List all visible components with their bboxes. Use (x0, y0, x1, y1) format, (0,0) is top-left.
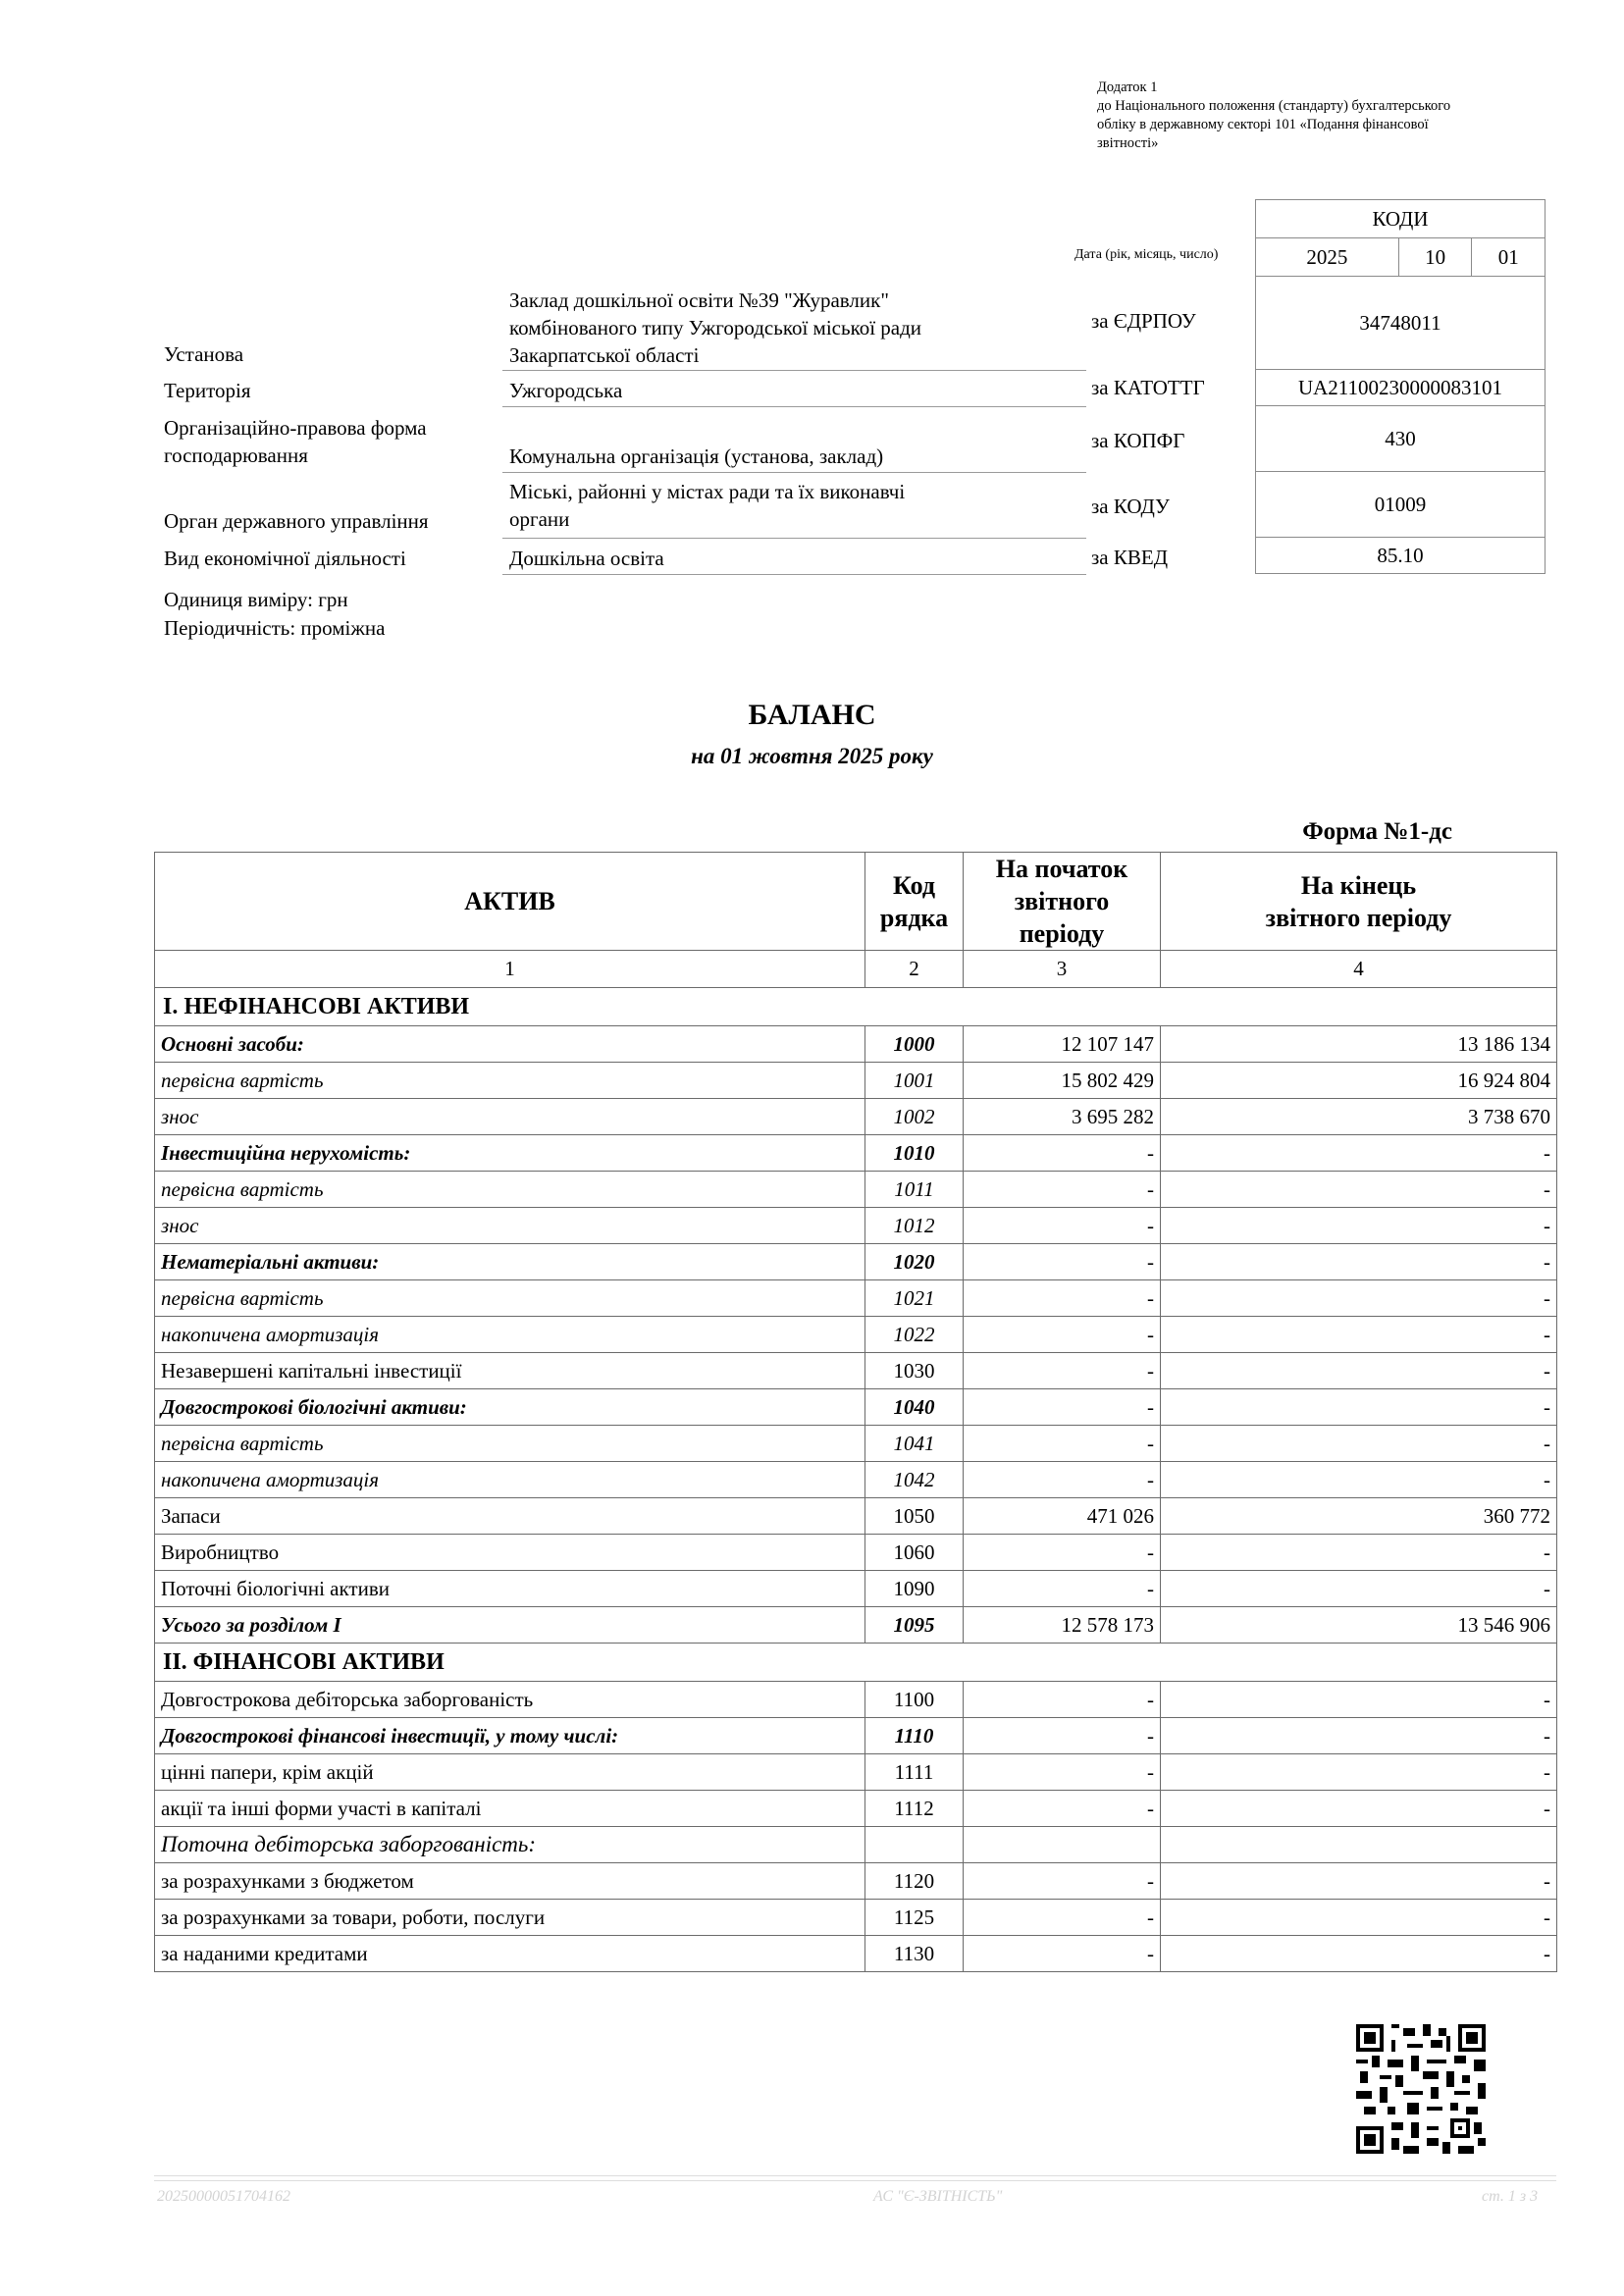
date-year: 2025 (1256, 238, 1399, 277)
row-code: 1042 (865, 1462, 964, 1498)
legal-form-value: Комунальна організація (установа, заклад) (509, 444, 884, 468)
divider (502, 538, 1086, 539)
row-end-value: 3 738 670 (1161, 1099, 1557, 1135)
table-row (155, 1244, 1557, 1280)
territory-value: Ужгородська (509, 379, 623, 402)
row-name: за наданими кредитами (155, 1936, 865, 1972)
kodu-value: 01009 (1256, 472, 1545, 538)
row-end-value: - (1161, 1353, 1557, 1389)
territory-label: Територія (164, 379, 251, 402)
row-code: 1111 (865, 1754, 964, 1791)
footer-doc-id: 20250000051704162 (157, 2188, 290, 2205)
divider (502, 370, 1086, 371)
col-header-start (964, 853, 1161, 951)
row-name: цінні папери, крім акцій (155, 1754, 865, 1791)
row-name: первісна вартість (155, 1172, 865, 1208)
table-row (155, 1208, 1557, 1244)
table-row (155, 1280, 1557, 1317)
row-code: 1000 (865, 1026, 964, 1063)
row-code: 1010 (865, 1135, 964, 1172)
footer-divider (154, 2180, 1556, 2181)
date-month: 10 (1398, 238, 1472, 277)
row-start-value: - (964, 1244, 1161, 1280)
balance-table (154, 852, 1557, 1972)
col-header-end (1161, 853, 1557, 951)
section-title: II. ФІНАНСОВІ АКТИВИ (155, 1644, 1557, 1682)
row-end-value: - (1161, 1280, 1557, 1317)
column-number: 2 (865, 951, 964, 988)
row-end-value: - (1161, 1426, 1557, 1462)
row-code: 1110 (865, 1718, 964, 1754)
table-row (155, 1791, 1557, 1827)
row-start-value: - (964, 1353, 1161, 1389)
row-start-value: - (964, 1900, 1161, 1936)
row-start-value: 15 802 429 (964, 1063, 1161, 1099)
row-start-value: - (964, 1462, 1161, 1498)
row-start-value: - (964, 1208, 1161, 1244)
row-name: Довгострокові біологічні активи: (155, 1389, 865, 1426)
legal-form-label-line: Організаційно-правова форма (164, 416, 427, 440)
row-name: накопичена амортизація (155, 1317, 865, 1353)
institution-line: Закарпатської області (509, 343, 700, 367)
row-code: 1050 (865, 1498, 964, 1535)
row-code: 1020 (865, 1244, 964, 1280)
table-row (155, 1353, 1557, 1389)
row-code: 1130 (865, 1936, 964, 1972)
row-end-value: - (1161, 1317, 1557, 1353)
table-row (155, 1026, 1557, 1063)
header-line: На кінець (1300, 870, 1417, 900)
table-row (155, 1827, 1557, 1863)
row-start-value: - (964, 1135, 1161, 1172)
kopfg-label: за КОПФГ (1091, 429, 1185, 452)
section-row-financial (155, 1644, 1557, 1682)
row-end-value: - (1161, 1863, 1557, 1900)
row-end-value (1161, 1827, 1557, 1863)
row-code: 1040 (865, 1389, 964, 1426)
column-number-row (155, 951, 1557, 988)
row-code: 1125 (865, 1900, 964, 1936)
row-code: 1060 (865, 1535, 964, 1571)
activity-value: Дошкільна освіта (509, 547, 664, 570)
codes-table (1255, 199, 1545, 574)
row-start-value: - (964, 1426, 1161, 1462)
row-end-value: 16 924 804 (1161, 1063, 1557, 1099)
row-start-value: - (964, 1280, 1161, 1317)
row-code: 1090 (865, 1571, 964, 1607)
kopfg-value: 430 (1256, 406, 1545, 472)
row-end-value: - (1161, 1244, 1557, 1280)
row-name: Нематеріальні активи: (155, 1244, 865, 1280)
header-line: На початок (995, 855, 1128, 883)
table-row (155, 1389, 1557, 1426)
header-line: звітного періоду (1265, 903, 1452, 932)
section-title: I. НЕФІНАНСОВІ АКТИВИ (155, 988, 1557, 1026)
row-start-value: - (964, 1936, 1161, 1972)
row-name: первісна вартість (155, 1426, 865, 1462)
header-line: рядка (879, 903, 949, 932)
row-end-value: - (1161, 1936, 1557, 1972)
row-name: накопичена амортизація (155, 1462, 865, 1498)
row-start-value: 12 578 173 (964, 1607, 1161, 1644)
annex-line: обліку в державному секторі 101 «Подання фінансової (1097, 117, 1429, 132)
row-code: 1041 (865, 1426, 964, 1462)
institution-line: комбінованого типу Ужгородської міської ради (509, 316, 922, 339)
table-row (155, 1936, 1557, 1972)
row-name: Поточні біологічні активи (155, 1571, 865, 1607)
row-code: 1120 (865, 1863, 964, 1900)
institution-line: Заклад дошкільної освіти №39 "Журавлик" (509, 288, 889, 312)
row-start-value: - (964, 1571, 1161, 1607)
institution-value (509, 287, 1078, 369)
row-name: акції та інші форми участі в капіталі (155, 1791, 865, 1827)
row-code (865, 1827, 964, 1863)
row-end-value: - (1161, 1135, 1557, 1172)
row-code: 1001 (865, 1063, 964, 1099)
edrpou-label: за ЄДРПОУ (1091, 309, 1196, 333)
row-start-value: - (964, 1172, 1161, 1208)
row-end-value: - (1161, 1462, 1557, 1498)
header-line: Код (893, 870, 935, 900)
row-end-value: - (1161, 1718, 1557, 1754)
table-row (155, 1682, 1557, 1718)
authority-line: органи (509, 507, 570, 531)
edrpou-value: 34748011 (1256, 277, 1545, 370)
col-header-asset: АКТИВ (155, 853, 865, 951)
date-day: 01 (1472, 238, 1545, 277)
row-name: Інвестиційна нерухомість: (155, 1135, 865, 1172)
qr-code-icon (1356, 2024, 1486, 2154)
row-start-value (964, 1827, 1161, 1863)
table-row (155, 1172, 1557, 1208)
row-name: первісна вартість (155, 1280, 865, 1317)
row-end-value: - (1161, 1754, 1557, 1791)
row-end-value: 13 546 906 (1161, 1607, 1557, 1644)
row-name: Запаси (155, 1498, 865, 1535)
row-name: за розрахунками за товари, роботи, послуги (155, 1900, 865, 1936)
row-code: 1012 (865, 1208, 964, 1244)
section-row-nonfinancial (155, 988, 1557, 1026)
annex-note (1097, 78, 1529, 153)
footer-divider (154, 2175, 1556, 2176)
annex-line: до Національного положення (стандарту) бухгалтерського (1097, 98, 1451, 114)
row-start-value: - (964, 1791, 1161, 1827)
table-row (155, 1317, 1557, 1353)
table-row (155, 1900, 1557, 1936)
row-start-value: - (964, 1754, 1161, 1791)
row-end-value: - (1161, 1389, 1557, 1426)
form-number: Форма №1-дс (1302, 818, 1452, 845)
row-start-value: - (964, 1682, 1161, 1718)
row-start-value: - (964, 1718, 1161, 1754)
table-row (155, 1135, 1557, 1172)
divider (502, 406, 1086, 407)
row-name: знос (155, 1208, 865, 1244)
table-row (155, 1718, 1557, 1754)
legal-form-label (164, 414, 427, 469)
row-name: знос (155, 1099, 865, 1135)
annex-line: звітності» (1097, 135, 1159, 151)
row-end-value: - (1161, 1682, 1557, 1718)
row-end-value: - (1161, 1900, 1557, 1936)
periodicity-label: Періодичність: проміжна (164, 616, 386, 640)
row-name: Довгострокові фінансові інвестиції, у тому числі: (155, 1718, 865, 1754)
row-start-value: 3 695 282 (964, 1099, 1161, 1135)
page-title: БАЛАНС (748, 699, 876, 731)
row-name: Довгострокова дебіторська заборгованість (155, 1682, 865, 1718)
row-start-value: 471 026 (964, 1498, 1161, 1535)
row-end-value: - (1161, 1791, 1557, 1827)
row-name: Основні засоби: (155, 1026, 865, 1063)
table-row (155, 1099, 1557, 1135)
institution-label: Установа (164, 342, 244, 366)
row-code: 1030 (865, 1353, 964, 1389)
row-start-value: 12 107 147 (964, 1026, 1161, 1063)
row-start-value: - (964, 1535, 1161, 1571)
column-number: 3 (964, 951, 1161, 988)
row-start-value: - (964, 1317, 1161, 1353)
row-code: 1021 (865, 1280, 964, 1317)
row-name: первісна вартість (155, 1063, 865, 1099)
divider (502, 574, 1086, 575)
katottg-label: за КАТОТТГ (1091, 376, 1205, 399)
page-subtitle: на 01 жовтня 2025 року (691, 744, 933, 768)
row-start-value: - (964, 1863, 1161, 1900)
divider (502, 472, 1086, 473)
table-row (155, 1607, 1557, 1644)
row-end-value: - (1161, 1535, 1557, 1571)
row-name: за розрахунками з бюджетом (155, 1863, 865, 1900)
row-end-value: - (1161, 1208, 1557, 1244)
col-header-code (865, 853, 964, 951)
row-code: 1095 (865, 1607, 964, 1644)
activity-label: Вид економічної діяльності (164, 547, 406, 570)
katottg-value: UA21100230000083101 (1256, 370, 1545, 406)
authority-label: Орган державного управління (164, 509, 429, 533)
date-label: Дата (рік, місяць, число) (1074, 247, 1219, 262)
table-row (155, 1571, 1557, 1607)
table-header-row (155, 853, 1557, 951)
footer-system: АС "Є-ЗВІТНІСТЬ" (873, 2188, 1003, 2205)
codes-header: КОДИ (1256, 200, 1545, 238)
row-name: Усього за розділом I (155, 1607, 865, 1644)
authority-line: Міські, районні у містах ради та їх виконавчі (509, 480, 906, 503)
row-code: 1002 (865, 1099, 964, 1135)
legal-form-label-line: господарювання (164, 444, 308, 467)
row-start-value: - (964, 1389, 1161, 1426)
row-end-value: - (1161, 1571, 1557, 1607)
row-end-value: 360 772 (1161, 1498, 1557, 1535)
unit-label: Одиниця виміру: грн (164, 588, 348, 611)
column-number: 1 (155, 951, 865, 988)
row-code: 1112 (865, 1791, 964, 1827)
table-row (155, 1462, 1557, 1498)
table-row (155, 1535, 1557, 1571)
row-name: Поточна дебіторська заборгованість: (155, 1827, 865, 1863)
footer-page-number: ст. 1 з 3 (1482, 2188, 1539, 2205)
authority-value (509, 478, 1078, 533)
annex-line: Додаток 1 (1097, 79, 1158, 95)
row-code: 1100 (865, 1682, 964, 1718)
row-code: 1022 (865, 1317, 964, 1353)
header-line: звітного періоду (1014, 887, 1110, 948)
table-row (155, 1498, 1557, 1535)
table-row (155, 1426, 1557, 1462)
kved-label: за КВЕД (1091, 546, 1169, 569)
row-end-value: - (1161, 1172, 1557, 1208)
row-end-value: 13 186 134 (1161, 1026, 1557, 1063)
table-row (155, 1754, 1557, 1791)
table-row (155, 1063, 1557, 1099)
row-code: 1011 (865, 1172, 964, 1208)
kved-value: 85.10 (1256, 538, 1545, 574)
row-name: Виробництво (155, 1535, 865, 1571)
table-row (155, 1863, 1557, 1900)
row-name: Незавершені капітальні інвестиції (155, 1353, 865, 1389)
kodu-label: за КОДУ (1091, 495, 1170, 518)
column-number: 4 (1161, 951, 1557, 988)
